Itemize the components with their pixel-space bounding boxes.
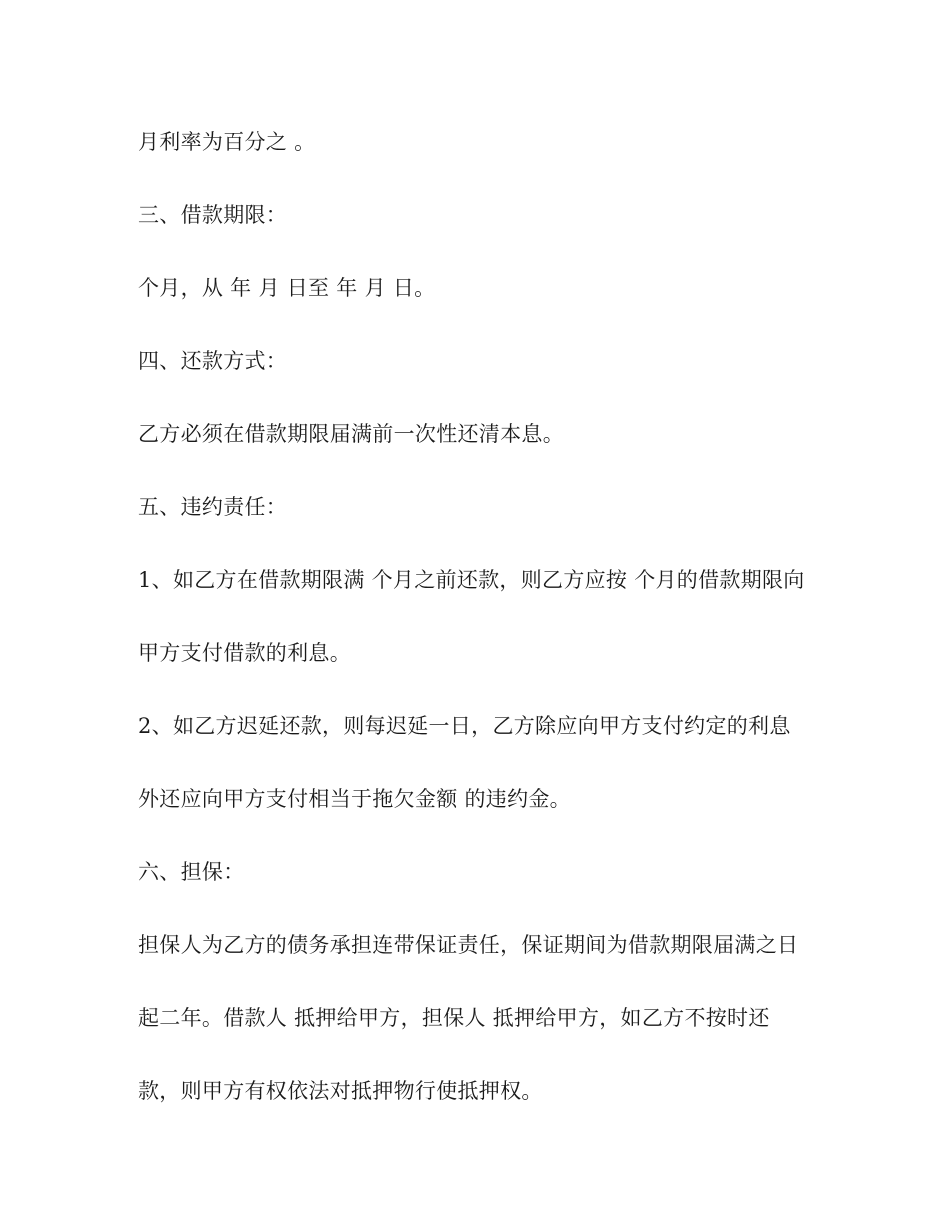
guarantee-line-1: 担保人为乙方的债务承担连带保证责任，保证期间为借款期限届满之日	[138, 933, 799, 957]
breach-clause-1-line-2: 甲方支付借款的利息。	[138, 641, 351, 665]
breach-clause-2-line-1: 2、如乙方迟延还款，则每迟延一日，乙方除应向甲方支付约定的利息	[138, 714, 791, 738]
guarantee-line-3: 款，则甲方有权依法对抵押物行使抵押权。	[138, 1079, 543, 1103]
interest-rate-line: 月利率为百分之 。	[138, 130, 316, 154]
section-heading-repayment: 四、还款方式：	[138, 349, 288, 373]
section-heading-loan-term: 三、借款期限：	[138, 203, 288, 227]
section-heading-breach: 五、违约责任：	[138, 495, 288, 519]
breach-clause-2-line-2: 外还应向甲方支付相当于拖欠金额 的违约金。	[138, 787, 571, 811]
breach-clause-1-line-1: 1、如乙方在借款期限满 个月之前还款，则乙方应按 个月的借款期限向	[138, 568, 805, 592]
section-heading-guarantee: 六、担保：	[138, 860, 245, 884]
repayment-line: 乙方必须在借款期限届满前一次性还清本息。	[138, 422, 564, 446]
guarantee-line-2: 起二年。借款人 抵押给甲方，担保人 抵押给甲方，如乙方不按时还	[138, 1006, 770, 1030]
loan-term-line: 个月，从 年 月 日至 年 月 日。	[138, 276, 436, 300]
